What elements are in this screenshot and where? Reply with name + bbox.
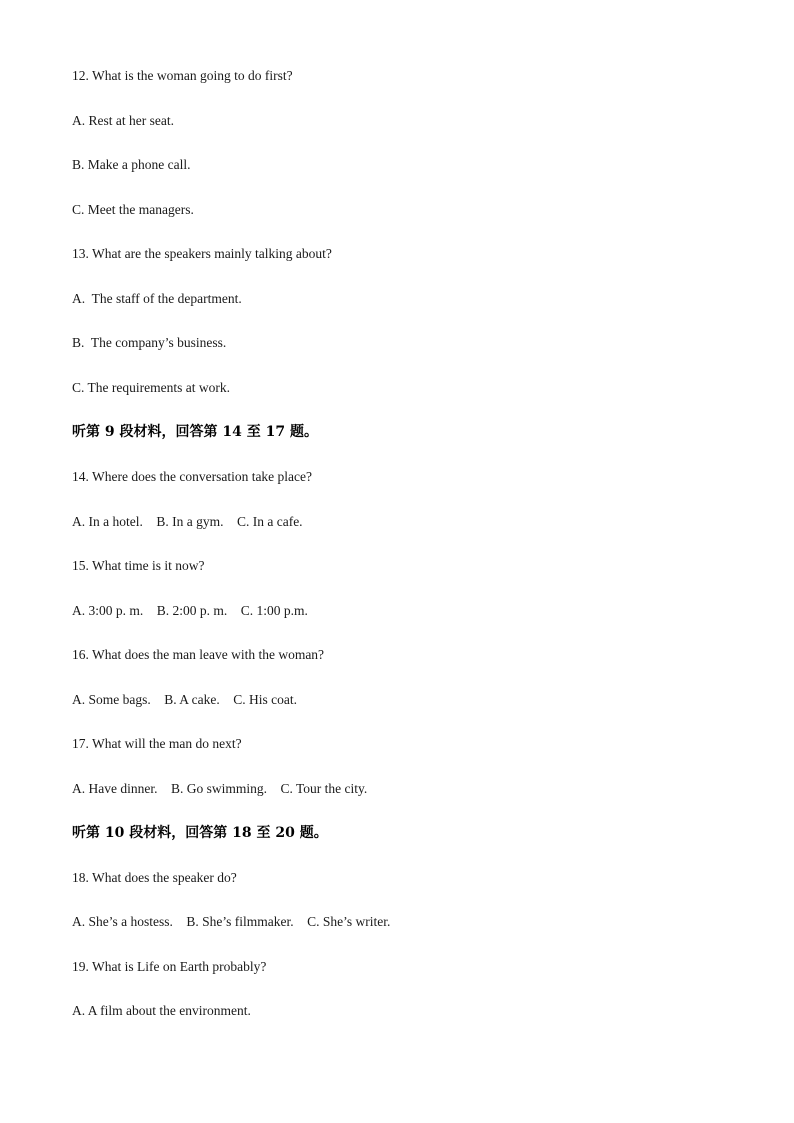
question-12: 12. What is the woman going to do first? xyxy=(72,68,293,83)
options-14: A. In a hotel. B. In a gym. C. In a cafe. xyxy=(72,514,303,529)
option-12-a: A. Rest at her seat. xyxy=(72,113,174,128)
question-14: 14. Where does the conversation take place? xyxy=(72,469,313,484)
option-12-b: B. Make a phone call. xyxy=(72,157,191,172)
question-18: 18. What does the speaker do? xyxy=(72,870,237,885)
question-15: 15. What time is it now? xyxy=(72,558,205,573)
question-16: 16. What does the man leave with the woman? xyxy=(72,647,325,662)
options-16: A. Some bags. B. A cake. C. His coat. xyxy=(72,692,297,707)
options-18: A. She’s a hostess. B. She’s filmmaker. C. She’s writer. xyxy=(72,914,391,929)
section-heading-10: 听第 10 段材料，回答第 18 至 20 题。 xyxy=(72,825,328,841)
option-19-a: A. A film about the environment. xyxy=(72,1003,251,1018)
options-15: A. 3:00 p. m. B. 2:00 p. m. C. 1:00 p.m. xyxy=(72,603,308,618)
question-17: 17. What will the man do next? xyxy=(72,736,242,751)
question-13: 13. What are the speakers mainly talking about? xyxy=(72,246,332,261)
option-13-c: C. The requirements at work. xyxy=(72,380,230,395)
option-13-a: A. The staff of the department. xyxy=(72,291,242,306)
option-12-c: C. Meet the managers. xyxy=(72,202,194,217)
question-19: 19. What is Life on Earth probably? xyxy=(72,959,267,974)
section-heading-9: 听第 9 段材料，回答第 14 至 17 题。 xyxy=(72,424,318,440)
options-17: A. Have dinner. B. Go swimming. C. Tour the city. xyxy=(72,781,368,796)
option-13-b: B. The company’s business. xyxy=(72,335,227,350)
